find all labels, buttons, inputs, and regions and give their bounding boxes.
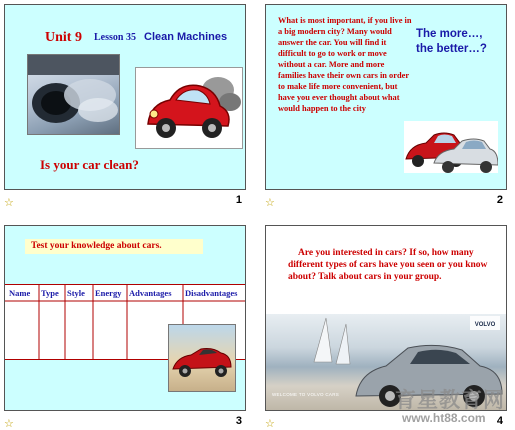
- lesson-label: Lesson 35: [94, 32, 136, 43]
- slide-thumbnail-3[interactable]: [0, 221, 246, 429]
- photo-caption: WELCOME TO VOLVO CARS: [272, 392, 340, 397]
- slide-number: 4: [496, 415, 503, 427]
- unit-label: Unit 9: [45, 30, 82, 45]
- column-header-style: Style: [67, 288, 85, 298]
- discussion-question: Are you interested in cars? If so, how many different types of cars have you seen or you know about? Talk about cars in your group.: [288, 248, 488, 282]
- column-header-disadvantages: Disadvantages: [185, 288, 238, 298]
- slide-transition-star-icon[interactable]: ☆: [265, 417, 275, 430]
- intro-paragraph: What is most important, if you live in a big modern city? Many would answer the car. You will find it difficult to go to work or move without a car. More and more families have their own cars in order to make life more convenient, but have you ever thought about what would happen to the city: [278, 16, 412, 113]
- slide-canvas: [4, 4, 246, 190]
- slide-thumbnail-2[interactable]: [261, 0, 507, 208]
- slide-number: 2: [496, 194, 503, 206]
- slide-number: 3: [235, 415, 242, 427]
- cartoon-car-image: [135, 67, 243, 149]
- slide-canvas: [4, 225, 246, 411]
- slide-number: 1: [235, 194, 242, 206]
- quiz-prompt: Test your knowledge about cars.: [25, 239, 203, 254]
- column-header-type: Type: [41, 288, 59, 298]
- lesson-title: Clean Machines: [144, 31, 228, 43]
- watermark-logo: 育星教育网: [395, 388, 505, 412]
- column-header-name: Name: [9, 288, 31, 298]
- exhaust-photo: [27, 54, 120, 135]
- watermark-url: www.ht88.com: [402, 411, 486, 425]
- slogan-text: The more…, the better…?: [416, 28, 487, 55]
- cars-photo: [404, 121, 498, 173]
- slide-transition-star-icon[interactable]: ☆: [4, 417, 14, 430]
- slide-question: Is your car clean?: [40, 157, 139, 172]
- slide-canvas: [265, 4, 507, 190]
- column-header-energy: Energy: [95, 288, 122, 298]
- svg-text:VOLVO: VOLVO: [474, 322, 496, 328]
- sports-car-photo: [168, 324, 236, 392]
- slide-thumbnail-1[interactable]: [0, 0, 246, 208]
- column-header-advantages: Advantages: [129, 288, 172, 298]
- slide-transition-star-icon[interactable]: ☆: [4, 196, 14, 209]
- slide-transition-star-icon[interactable]: ☆: [265, 196, 275, 209]
